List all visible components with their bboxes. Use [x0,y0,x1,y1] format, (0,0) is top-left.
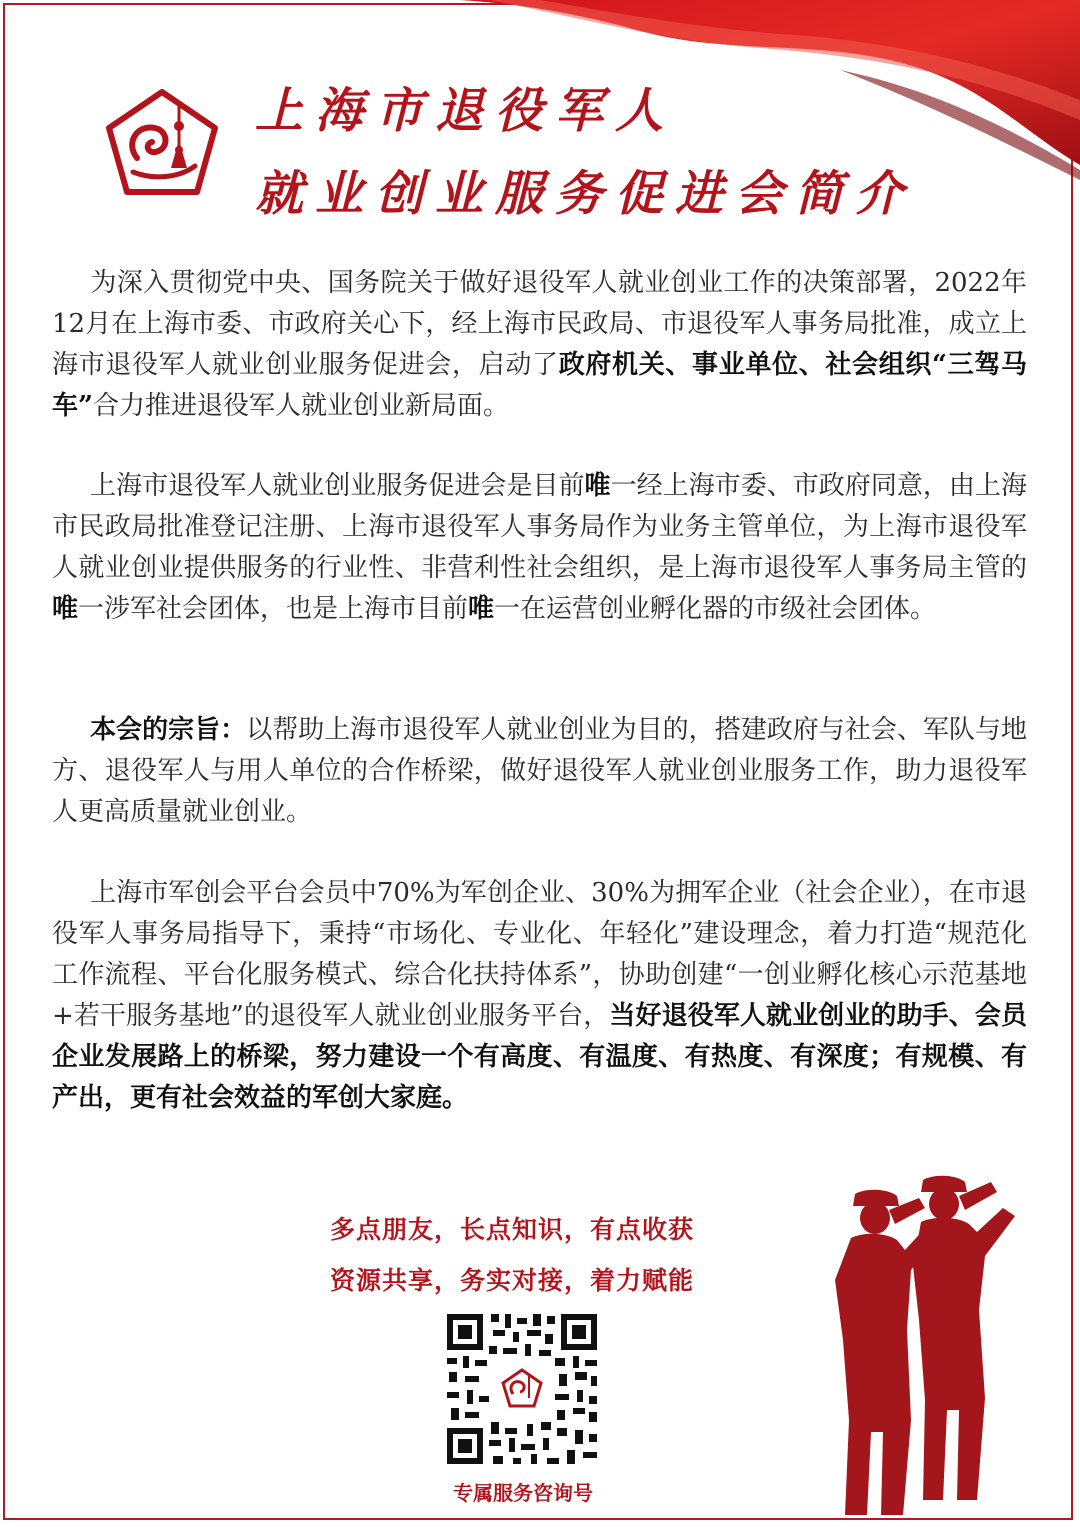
p2-text-c: 一经上海市委、市政府同意，由上海市民政局批准登记注册、上海市退役军人事务局作为业务主管单位，为上海市退役军人就业创业提供服务的行业性、非营利性社会组织，是上海市退役军人事务局主管的 [52,471,1027,583]
p2-text-e: 一在运营创业孵化器的市级社会团体。 [494,594,937,624]
qr-code-icon[interactable] [443,1310,601,1468]
page-title-line-2: 就业创业服务促进会简介 [255,166,916,222]
slogan-line-2: 资源共享，务实对接，着力赋能 [330,1266,695,1295]
p2-bold-2: 唯 [52,594,79,624]
p4-text-a: 上海市军创会平台会员中70%为军创企业、30%为拥军企业（社会企业），在市退役军人事务局指导下，秉持“市场化、专业化、年轻化”建设理念，着力打造“规范化工作流程、平台化服务模式、综合化扶持体系”，协助创建“一创业孵化核心示范基地+若干服务基地”的退役军人就业创业服务平台， [52,878,1027,1031]
p3-label: 本会的宗旨： [90,715,247,745]
p4-bold: 当好退役军人就业创业的助手、会员企业发展路上的桥梁，努力建设一个有高度、有温度、有热度、有深度；有规模、有产出，更有社会效益的军创大家庭。 [52,1001,1027,1113]
paragraph-purpose [52,710,1027,833]
p3-text: 以帮助上海市退役军人就业创业为目的，搭建政府与社会、军队与地方、退役军人与用人单位的合作桥梁，做好退役军人就业创业服务工作，助力退役军人更高质量就业创业。 [52,715,1027,827]
slogan-line-1: 多点朋友，长点知识，有点收获 [330,1215,695,1244]
p2-text-a: 上海市退役军人就业创业服务促进会是目前 [90,471,585,501]
qr-code-label: 专属服务咨询号 [453,1481,593,1505]
paragraph-uniqueness [52,466,1027,630]
paragraph-platform [52,873,1027,1119]
p2-bold-1: 唯 [584,471,611,501]
p2-bold-3: 唯 [468,594,495,624]
page-title-line-1: 上海市退役军人 [255,83,676,139]
association-logo-icon [103,88,221,198]
p1-text-c: 合力推进退役军人就业创业新局面。 [92,391,509,421]
paragraph-background [52,263,1027,427]
p1-text-a: 为深入贯彻党中央、国务院关于做好退役军人就业创业工作的决策部署，2022年12月在上海市委、市政府关心下，经上海市民政局、市退役军人事务局批准，成立上海市退役军人就业创业服务促进会，启动了 [52,268,1027,380]
saluting-soldiers-silhouette [815,1170,1040,1520]
p1-bold: 政府机关、事业单位、社会组织“三驾马车” [52,350,1027,421]
p2-text-d: 一涉军社会团体，也是上海市目前 [78,594,469,624]
